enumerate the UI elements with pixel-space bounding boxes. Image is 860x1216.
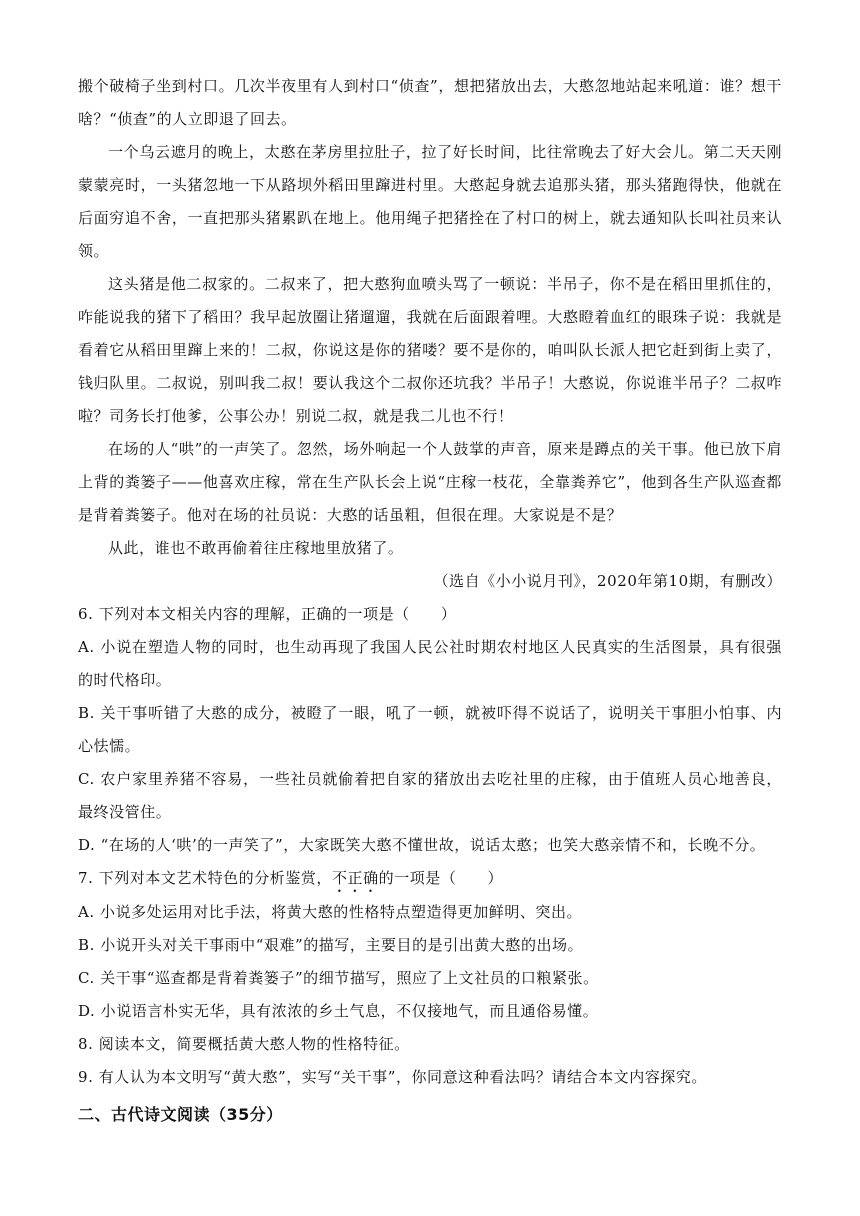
passage-source: （选自《小小说月刊》，2020年第10期，有删改） xyxy=(433,572,782,590)
question-7-option-d: D. 小说语言朴实无华，具有浓浓的乡土气息，不仅接地气，而且通俗易懂。 xyxy=(78,1002,599,1020)
passage-paragraph-4: 在场的人“哄”的一声笑了。忽然，场外响起一个人鼓掌的声音，原来是蹲点的关干事。他已放下肩上背的粪篓子——他喜欢庄稼，常在生产队长会上说“庄稼一枝花，全靠粪养它”，他到各生产队巡查都是背着粪篓子。他对在场的社员说：大憨的话虽粗，但很在理。大家说是不是？ xyxy=(78,440,782,524)
question-7-stem-prefix: 7. 下列对本文艺术特色的分析鉴赏， xyxy=(78,869,332,887)
question-7-emphasis: 不正确 xyxy=(331,869,379,887)
passage-paragraph-2: 一个乌云遮月的晚上，太憨在茅房里拉肚子，拉了好长时间，比往常晚去了好大会儿。第二天天刚蒙蒙亮时，一头猪忽地一下从路坝外稻田里蹿进村里。大憨起身就去追那头猪，那头猪跑得快，他就在后面穷追不舍，一直把那头猪累趴在地上。他用绳子把猪拴在了村口的树上，就去通知队长叫社员来认领。 xyxy=(78,143,782,260)
question-6-option-c: C. 农户家里养猪不容易，一些社员就偷着把自家的猪放出去吃社里的庄稼，由于值班人员心地善良，最终没管住。 xyxy=(78,770,782,821)
passage-paragraph-3: 这头猪是他二叔家的。二叔来了，把大憨狗血喷头骂了一顿说：半吊子，你不是在稻田里抓住的，咋能说我的猪下了稻田？我早起放圈让猪遛遛，我就在后面跟着哩。大憨瞪着血红的眼珠子说：我就是看着它从稻田里蹿上来的！二叔，你说这是你的猪喽？要不是你的，咱叫队长派人把它赶到街上卖了，钱归队里。二叔说，别叫我二叔！要认我这个二叔你还坑我？半吊子！大憨说，你说谁半吊子？二叔咋啦？司务长打他爹，公事公办！别说二叔，就是我二儿也不行！ xyxy=(78,275,782,425)
question-7-option-b: B. 小说开头对关干事雨中“艰难”的描写，主要目的是引出黄大憨的出场。 xyxy=(78,936,584,954)
question-7-stem-suffix: 的一项是（ ） xyxy=(378,869,504,887)
question-7-option-a: A. 小说多处运用对比手法，将黄大憨的性格特点塑造得更加鲜明、突出。 xyxy=(78,903,583,921)
question-9: 9. 有人认为本文明写“黄大憨”，实写“关干事”，你同意这种看法吗？请结合本文内容探究。 xyxy=(78,1068,707,1086)
question-7-option-c: C. 关干事“巡查都是背着粪篓子”的细节描写，照应了上文社员的口粮紧张。 xyxy=(78,969,599,987)
passage-paragraph-5: 从此，谁也不敢再偷着往庄稼地里放猪了。 xyxy=(108,539,404,557)
document-body xyxy=(78,70,782,1131)
question-6-option-b: B. 关干事听错了大憨的成分，被瞪了一眼，吼了一顿，就被吓得不说话了，说明关干事胆小怕事、内心怯懦。 xyxy=(78,704,782,755)
section-heading: 二、古代诗文阅读（35分） xyxy=(78,1105,283,1124)
question-6-stem: 6. 下列对本文相关内容的理解，正确的一项是（ ） xyxy=(78,605,457,623)
question-8: 8. 阅读本文，简要概括黄大憨人物的性格特征。 xyxy=(78,1035,410,1053)
question-6-option-d: D. “在场的人‘哄’的一声笑了”，大家既笑大憨不懂世故，说话太憨；也笑大憨亲情不和，长晚不分。 xyxy=(78,836,766,854)
question-6-option-a: A. 小说在塑造人物的同时，也生动再现了我国人民公社时期农村地区人民真实的生活图景，具有很强的时代格印。 xyxy=(78,638,782,689)
passage-paragraph-1: 搬个破椅子坐到村口。几次半夜里有人到村口“侦查”，想把猪放出去，大憨忽地站起来吼道：谁？想干啥？“侦查”的人立即退了回去。 xyxy=(78,77,782,128)
question-7-stem xyxy=(78,862,782,896)
